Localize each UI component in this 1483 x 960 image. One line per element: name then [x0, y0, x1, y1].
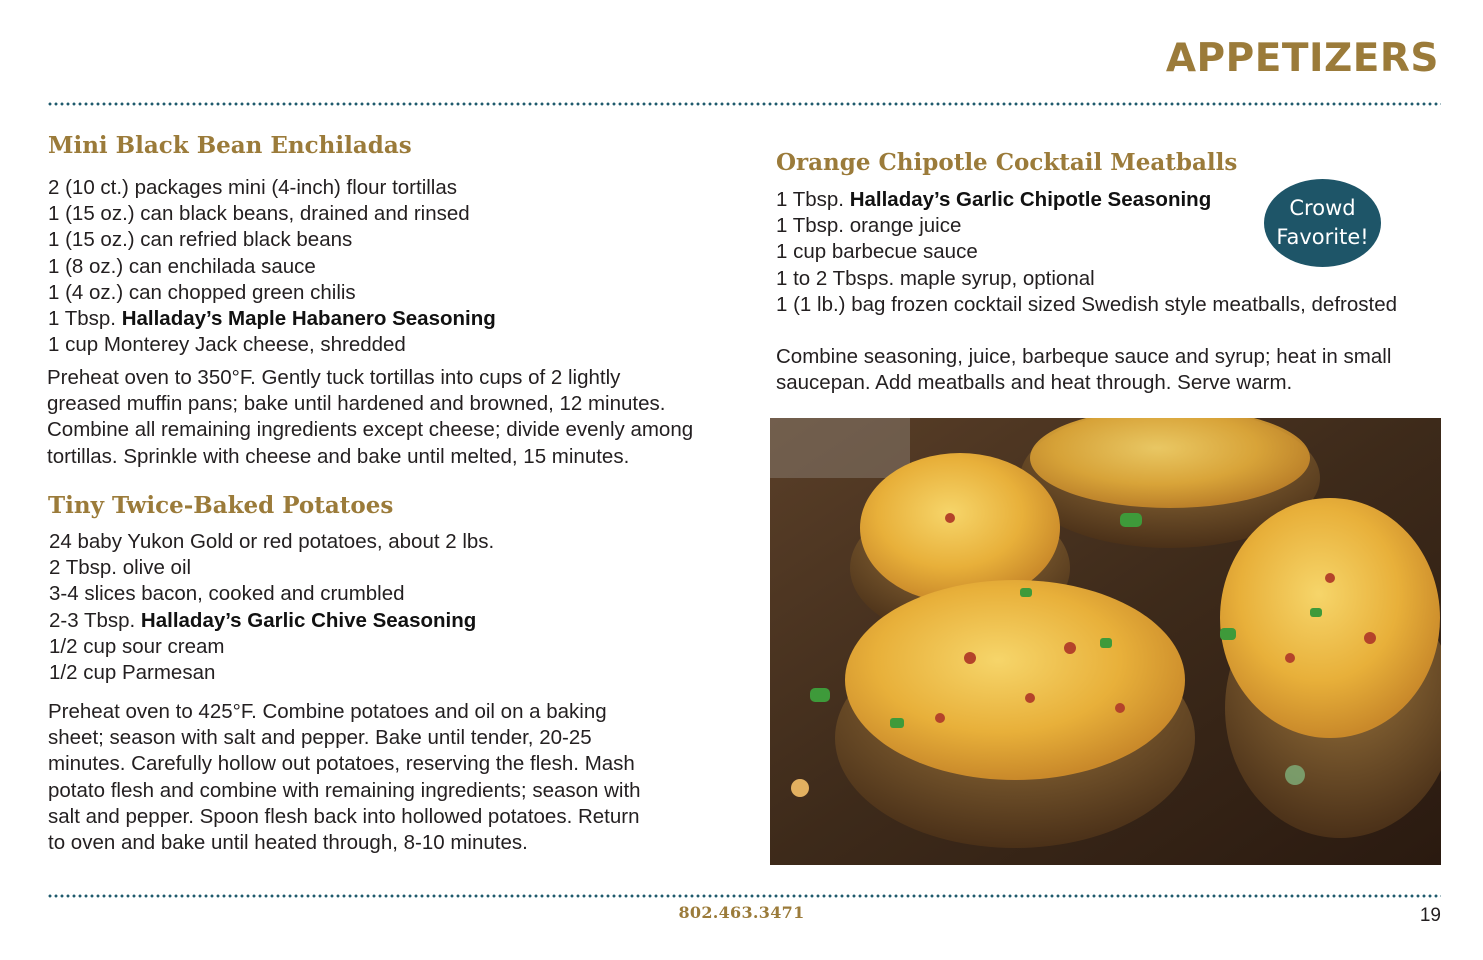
ingredient-line: 1 to 2 Tbsps. maple syrup, optional	[776, 266, 1095, 290]
crowd-favorite-badge: Crowd Favorite!	[1264, 179, 1381, 267]
ingredient-line: 2 (10 ct.) packages mini (4-inch) flour tortillas	[48, 176, 458, 199]
ingredient-line: 1 (15 oz.) can refried black beans	[48, 228, 353, 252]
ingredient-line: 1/2 cup Parmesan	[49, 661, 216, 685]
ingredients-potatoes	[49, 529, 494, 686]
ingredient-line: 1 Tbsp. Halladay’s Garlic Chipotle Seasoning	[776, 188, 1212, 211]
page-number: 19	[1419, 905, 1441, 926]
ingredient-line: 3-4 slices bacon, cooked and crumbled	[49, 582, 405, 606]
seasoning-product: Halladay’s Garlic Chipotle Seasoning	[849, 188, 1212, 211]
directions-meatballs: Combine seasoning, juice, barbeque sauce and syrup; heat in small saucepan. Add meatballs and heat through. Serve warm.	[776, 345, 1392, 395]
ingredient-line: 1/2 cup sour cream	[49, 634, 225, 658]
ingredient-line: 1 Tbsp. orange juice	[776, 214, 962, 238]
recipe-title-enchiladas: Mini Black Bean Enchiladas	[48, 132, 412, 159]
recipe-title-meatballs: Orange Chipotle Cocktail Meatballs	[776, 149, 1238, 176]
ingredient-line: 1 (4 oz.) can chopped green chilis	[48, 280, 356, 304]
ingredient-line: 1 (8 oz.) can enchilada sauce	[48, 254, 316, 278]
ingredient-line: 1 Tbsp. Halladay’s Maple Habanero Seasoning	[48, 307, 496, 331]
top-dotted-divider	[47, 102, 1441, 106]
directions-potatoes: Preheat oven to 425°F. Combine potatoes and oil on a baking sheet; season with salt and pepper. Bake until tender, 20-25 minutes. Carefully hollow out potatoes, reserving the flesh. Mash potato flesh and combine with remaining ingredients; season with salt and pepper. Spoon flesh back into hollowed potatoes. Return to oven and bake until heated through, 8-10 minutes.	[48, 700, 641, 855]
directions-enchiladas: Preheat oven to 350°F. Gently tuck tortillas into cups of 2 lightly greased muffin pans; bake until hardened and browned, 12 minutes. Combine all remaining ingredients except cheese; divide evenly among tortillas. Sprinkle with cheese and bake until melted, 15 minutes.	[47, 366, 694, 468]
section-title: APPETIZERS	[1165, 36, 1439, 81]
ingredients-enchiladas	[48, 175, 496, 358]
recipe-title-potatoes: Tiny Twice-Baked Potatoes	[48, 492, 394, 519]
footer-phone: 802.463.3471	[678, 903, 805, 922]
bottom-dotted-divider	[47, 894, 1441, 898]
potatoes-photo	[770, 418, 1441, 865]
ingredient-line: 1 cup barbecue sauce	[776, 240, 978, 264]
ingredient-line: 2 Tbsp. olive oil	[49, 556, 192, 580]
ingredient-line: 1 (15 oz.) can black beans, drained and rinsed	[48, 202, 470, 226]
ingredient-line: 1 cup Monterey Jack cheese, shredded	[48, 333, 406, 357]
ingredient-line: 2-3 Tbsp. Halladay’s Garlic Chive Seasoning	[49, 608, 477, 632]
seasoning-product: Halladay’s Garlic Chive Seasoning	[140, 608, 477, 632]
seasoning-product: Halladay’s Maple Habanero Seasoning	[121, 307, 496, 331]
ingredient-line: 24 baby Yukon Gold or red potatoes, about 2 lbs.	[49, 530, 495, 553]
ingredient-line: 1 (1 lb.) bag frozen cocktail sized Swedish style meatballs, defrosted	[776, 292, 1397, 316]
